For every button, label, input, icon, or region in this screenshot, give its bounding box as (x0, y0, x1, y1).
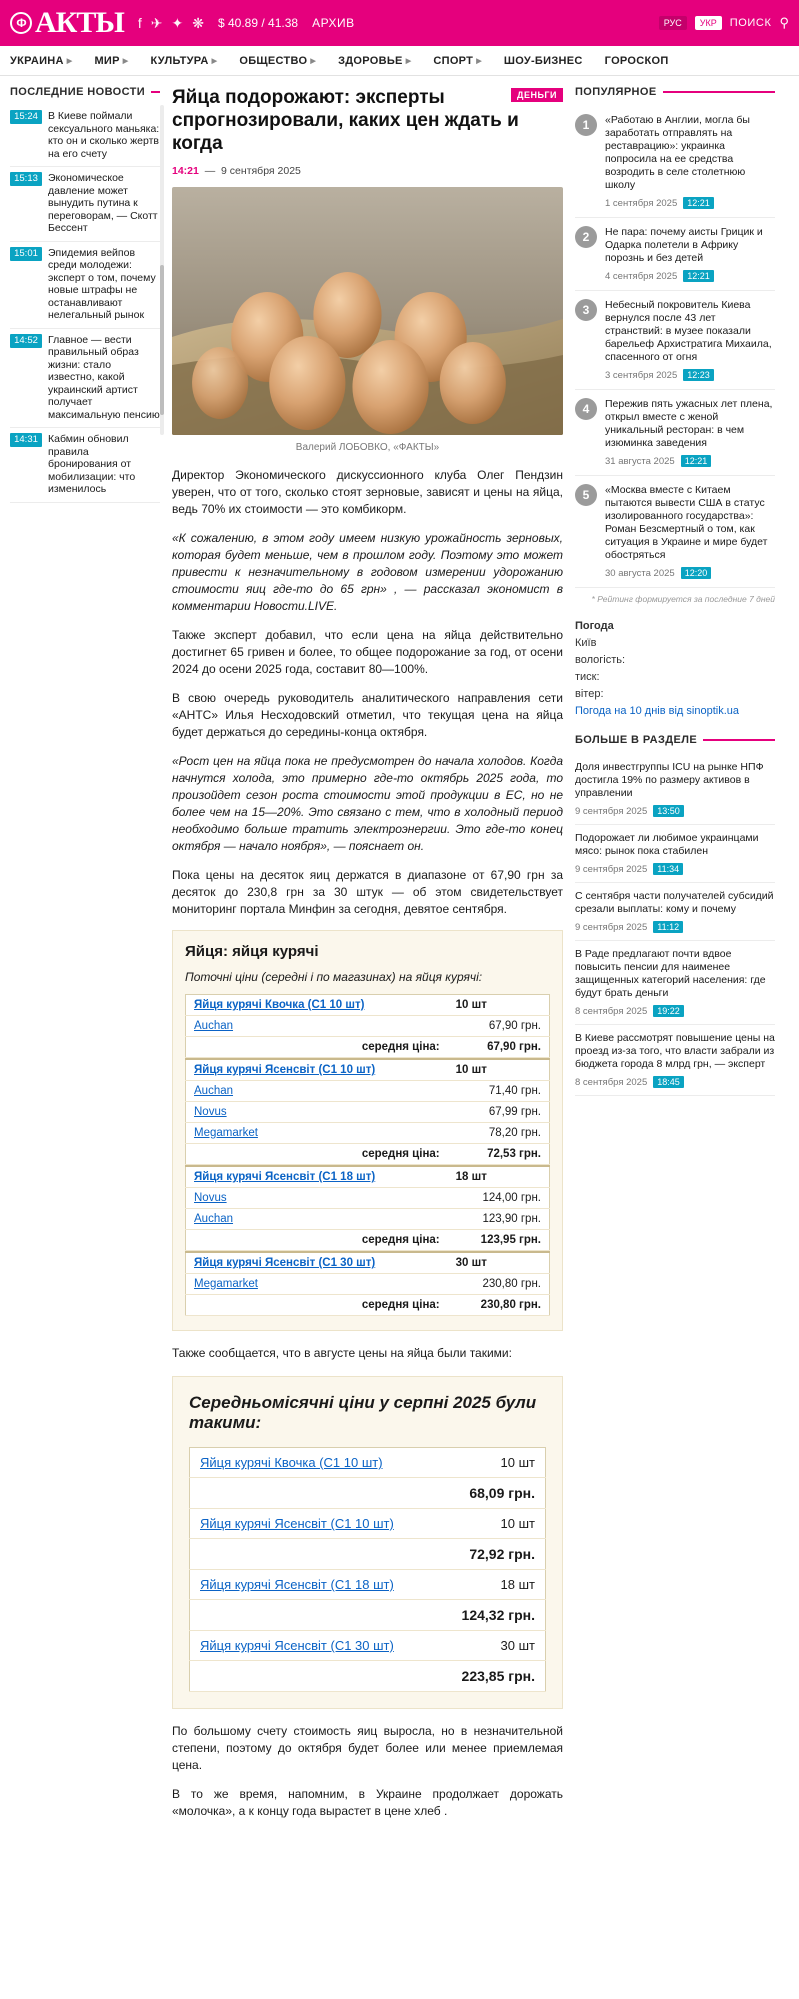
store-name[interactable] (186, 1209, 448, 1230)
popular-date: 4 сентября 2025 (605, 270, 678, 282)
paragraph: Также эксперт добавил, что если цена на яйца действительно достигнет 65 гривен и более, то общее подорожание за год, от осени 2024 до осени 2025 года, составит 80—100%. (172, 628, 563, 676)
store-link[interactable]: Auchan (194, 1020, 234, 1032)
news-headline[interactable]: Эпидемия вейпов среди молодежи: эксперт о том, почему новые штрафы не останавливают нелегальный рынок (48, 246, 156, 321)
list-item[interactable] (575, 1025, 775, 1096)
table-row[interactable] (186, 995, 550, 1016)
nav-item-culture[interactable] (150, 55, 217, 67)
store-name[interactable] (186, 1188, 448, 1209)
archive-link[interactable]: АРХИВ (312, 16, 355, 30)
table-row (186, 1102, 550, 1123)
logo-text: АКТЫ (35, 6, 124, 39)
latest-news-list (10, 105, 160, 503)
average-label: середня ціна: (186, 1295, 448, 1316)
table-row (190, 1661, 546, 1692)
chevron-down-icon: ▶ (476, 57, 482, 65)
lang-switch-ua[interactable]: УКР (695, 16, 722, 30)
section-headline[interactable]: Доля инвестгруппы ICU на рынке НПФ достигла 19% по размеру активов в управлении (575, 761, 764, 799)
nav-label: КУЛЬТУРА (150, 54, 209, 67)
news-time-badge: 15:01 (10, 247, 42, 261)
table-row[interactable] (190, 1570, 546, 1600)
table-row (190, 1539, 546, 1570)
popular-date: 3 сентября 2025 (605, 369, 678, 381)
article-body-2 (172, 1345, 563, 1362)
store-price: 67,99 грн. (448, 1102, 550, 1123)
title-rule (703, 739, 775, 741)
table-row (186, 1274, 550, 1295)
lang-switch-ru[interactable]: РУС (659, 16, 687, 30)
table-row (186, 1123, 550, 1144)
paragraph: Директор Экономического дискуссионного клуба Олег Пендзин уверен, что от того, сколько стоят зерновые, зависят и цены на яйца, ведь 70% их стоимости — это комбикорм. (172, 468, 563, 516)
list-item[interactable] (10, 329, 160, 429)
page-title: Яйца подорожают: эксперты спрогнозировали, каких цен ждать и когда (172, 87, 519, 154)
chevron-down-icon: ▶ (122, 57, 129, 65)
product-qty: 30 шт (448, 1252, 550, 1274)
article-column (160, 76, 575, 1832)
nav-item-showbiz[interactable] (504, 55, 583, 67)
latest-news-sidebar (10, 76, 160, 1832)
chevron-down-icon: ▶ (405, 57, 412, 65)
current-prices-title: Яйця: яйця курячі (185, 943, 319, 960)
popular-headline[interactable]: Небесный покровитель Киева вернулся после 43 лет странствий: в музее показали барельеф Архистратига Михаила, спасенного от огня (605, 299, 772, 363)
table-row (186, 1209, 550, 1230)
rating-note: * Рейтинг формируется за последние 7 дней (591, 594, 775, 604)
nav-item-world[interactable] (94, 55, 128, 67)
list-item[interactable] (10, 428, 160, 503)
title-rule (151, 91, 160, 93)
product-price: 72,92 грн. (437, 1539, 546, 1570)
section-headline[interactable]: С сентября части получателей субсидий срезали выплаты: кому и почему (575, 890, 774, 915)
store-link[interactable]: Novus (194, 1106, 227, 1118)
section-date: 9 сентября 2025 (575, 805, 648, 817)
store-link[interactable]: Auchan (194, 1085, 234, 1097)
popular-time-badge: 12:20 (681, 567, 712, 579)
list-item[interactable] (575, 291, 775, 390)
spacer-cell (190, 1539, 438, 1570)
nav-item-ukraine[interactable] (10, 55, 72, 67)
news-headline[interactable]: Главное — вести правильный образ жизни: стало известно, какой украинский артист получает максимальную пенсию (48, 333, 160, 421)
nav-label: МИР (94, 54, 120, 67)
product-link[interactable]: Яйця курячі Ясенсвіт (С1 30 шт) (200, 1638, 394, 1653)
popular-time-badge: 12:21 (683, 197, 714, 209)
store-name[interactable] (186, 1016, 448, 1037)
news-headline[interactable]: Кабмин обновил правила бронирования от мобилизации: что изменилось (48, 433, 136, 495)
popular-headline[interactable]: «Работаю в Англии, могла бы заработать отправлять на реставрацию»: украинка попросила на ее средства возродить в селе столетнюю школу (605, 114, 750, 191)
section-time-badge: 13:50 (653, 805, 684, 817)
average-label: середня ціна: (186, 1037, 448, 1058)
product-name[interactable] (186, 1166, 448, 1188)
news-headline[interactable]: Экономическое давление может вынудить путина к переговорам, — Скотт Бессент (48, 172, 158, 234)
nav-label: СПОРТ (433, 54, 474, 67)
search-label[interactable]: ПОИСК (729, 17, 772, 29)
site-logo[interactable] (10, 6, 124, 40)
current-prices-subtitle: Поточні ціни (середні і по магазинах) на яйця курячі: (185, 970, 483, 984)
spacer-cell (190, 1600, 438, 1631)
list-item[interactable] (10, 105, 160, 167)
table-row[interactable] (190, 1448, 546, 1478)
rank-badge: 1 (575, 114, 597, 136)
popular-title (575, 86, 775, 98)
spacer-cell (190, 1478, 438, 1509)
list-item[interactable] (575, 754, 775, 825)
product-qty: 10 шт (437, 1448, 546, 1478)
nav-label: ЗДОРОВЬЕ (338, 54, 403, 67)
product-name[interactable] (186, 995, 448, 1016)
chevron-down-icon: ▶ (66, 57, 73, 65)
weather-forecast-link[interactable]: Погода на 10 днів від sinoptik.ua (575, 705, 739, 717)
product-price: 223,85 грн. (437, 1661, 546, 1692)
table-row (190, 1478, 546, 1509)
weather-humidity-label: вологість: (575, 654, 626, 666)
product-link[interactable]: Яйця курячі Ясенсвіт (С1 18 шт) (194, 1171, 376, 1183)
product-qty: 18 шт (448, 1166, 550, 1188)
august-title-emphasis: Середньомісячні ціни у серпні 2025 (189, 1393, 491, 1412)
paragraph-quote: «Рост цен на яйца пока не предусмотрен до начала холодов. Когда начнутся холода, это примерно где-то октябрь 2025 года, то произойдет сезон роста стоимости этой продукции в ЕС, но не более чем на 15—20%. Это связано с тем, что в холодный период необходимо больше тратить электроэнергии. Это где-то конец октября — начало ноября», — пояснает он. (172, 754, 563, 853)
paragraph: В свою очередь руководитель аналитического направления сети «АНТС» Илья Несходовский отметил, что текущая цена на яйца будет держаться до середины-конца октября. (172, 691, 563, 739)
nav-item-health[interactable] (338, 55, 411, 67)
store-name[interactable] (186, 1274, 448, 1295)
section-time-badge: 11:12 (653, 921, 683, 933)
main-nav (0, 46, 799, 76)
spacer-cell (190, 1661, 438, 1692)
sidebar-scrollbar-thumb[interactable] (160, 265, 164, 415)
store-link[interactable]: Auchan (194, 1213, 234, 1225)
table-row[interactable] (190, 1631, 546, 1661)
telegram-icon[interactable]: ✈ (150, 14, 163, 31)
search-icon[interactable]: ⚲ (779, 15, 789, 30)
chevron-down-icon: ▶ (310, 57, 317, 65)
average-value: 72,53 грн. (448, 1144, 550, 1165)
table-row (186, 1188, 550, 1209)
store-name[interactable] (186, 1081, 448, 1102)
product-link[interactable]: Яйця курячі Ясенсвіт (С1 18 шт) (200, 1577, 394, 1592)
table-row[interactable] (186, 1059, 550, 1081)
logo-mark-icon: Ф (10, 12, 32, 34)
store-price: 123,90 грн. (448, 1209, 550, 1230)
nav-label: ШОУ-БИЗНЕС (503, 54, 583, 67)
table-row-average (186, 1144, 550, 1165)
product-name[interactable] (190, 1631, 438, 1661)
product-link[interactable]: Яйця курячі Ясенсвіт (С1 10 шт) (200, 1516, 394, 1531)
table-row[interactable] (186, 1166, 550, 1188)
section-time-badge: 19:22 (653, 1005, 684, 1017)
weather-pressure-label: тиск: (575, 671, 600, 683)
section-date: 8 сентября 2025 (575, 1005, 648, 1017)
average-value: 123,95 грн. (448, 1230, 550, 1251)
popular-headline[interactable]: «Москва вместе с Китаем пытаются вывести США в статус изолированного государства»: Роман Безсмертный о том, как ситуация в Украине и мире будет обостряться (605, 484, 768, 561)
list-item[interactable] (575, 883, 775, 941)
article-meta (172, 165, 563, 177)
store-price: 78,20 грн. (448, 1123, 550, 1144)
popular-headline[interactable]: Не пара: почему аисты Грицик и Одарка полетели в Африку порознь и без детей (605, 226, 763, 264)
news-time-badge: 15:24 (10, 110, 42, 124)
product-qty: 10 шт (448, 995, 550, 1016)
photo-credit: Валерий ЛОБОВКО, «ФАКТЫ» (295, 442, 440, 453)
section-date: 9 сентября 2025 (575, 863, 648, 875)
product-link[interactable]: Яйця курячі Ясенсвіт (С1 30 шт) (194, 1257, 376, 1269)
nav-item-horoscope[interactable] (605, 55, 669, 67)
weather-wind-label: вітер: (575, 688, 604, 700)
title-rule (663, 91, 775, 93)
currency-rates: $ 40.89 / 41.38 (217, 16, 299, 30)
table-row[interactable] (186, 1252, 550, 1274)
popular-time-badge: 12:21 (683, 270, 714, 282)
store-price: 230,80 грн. (448, 1274, 550, 1295)
popular-date: 1 сентября 2025 (605, 197, 678, 209)
august-prices-widget (172, 1376, 563, 1709)
article-closing (172, 1723, 563, 1820)
news-time-badge: 14:52 (10, 334, 42, 348)
news-time-badge: 14:31 (10, 433, 42, 447)
rank-badge: 5 (575, 484, 597, 506)
product-name[interactable] (186, 1252, 448, 1274)
rank-badge: 2 (575, 226, 597, 248)
rank-badge: 4 (575, 398, 597, 420)
nav-label: УКРАИНА (10, 54, 64, 67)
table-row (186, 1081, 550, 1102)
list-item[interactable] (575, 218, 775, 291)
average-value: 67,90 грн. (448, 1037, 550, 1058)
popular-date: 30 августа 2025 (605, 567, 675, 579)
average-label: середня ціна: (186, 1230, 448, 1251)
product-qty: 10 шт (448, 1059, 550, 1081)
product-link[interactable]: Яйця курячі Ясенсвіт (С1 10 шт) (194, 1064, 376, 1076)
rss-icon[interactable]: ❋ (192, 14, 204, 31)
august-title-rest: були такими: (189, 1393, 537, 1432)
section-date: 9 сентября 2025 (575, 921, 648, 933)
nav-item-sport[interactable] (433, 55, 482, 67)
product-price: 68,09 грн. (437, 1478, 546, 1509)
news-time-badge: 15:13 (10, 172, 42, 186)
product-link[interactable]: Яйця курячі Квочка (С1 10 шт) (194, 999, 365, 1011)
latest-news-title (10, 86, 160, 98)
popular-time-badge: 12:23 (683, 369, 714, 381)
product-qty: 30 шт (437, 1631, 546, 1661)
list-item[interactable] (575, 825, 775, 883)
publish-time: 14:21 (172, 165, 199, 177)
store-price: 71,40 грн. (448, 1081, 550, 1102)
section-time-badge: 18:45 (653, 1076, 684, 1088)
list-item[interactable] (10, 167, 160, 242)
social-links (138, 15, 204, 32)
section-headline[interactable]: В Раде предлагают почти вдвое повысить пенсии для наименее защищенных категорий населения: где будут брать деньги (575, 948, 766, 999)
section-headline[interactable]: Подорожает ли любимое украинцами мясо: рынок пока стабилен (575, 832, 759, 857)
product-price: 124,32 грн. (437, 1600, 546, 1631)
store-price: 67,90 грн. (448, 1016, 550, 1037)
current-prices-table (185, 994, 550, 1316)
table-row[interactable] (190, 1509, 546, 1539)
product-qty: 10 шт (437, 1509, 546, 1539)
popular-headline[interactable]: Пережив пять ужасных лет плена, открыл вместе с женой уникальный ресторан: в чем изюминка заведения (605, 398, 773, 449)
nav-label: ОБЩЕСТВО (239, 54, 308, 67)
article-hero-image (172, 187, 563, 435)
table-row-average (186, 1230, 550, 1251)
section-headline[interactable]: В Киеве рассмотрят повышение цены на проезд из-за того, что власти забрали из бюджета города 8 млрд грн, — эксперт (575, 1032, 775, 1070)
facebook-icon[interactable]: f (137, 15, 142, 31)
popular-title-text: ПОПУЛЯРНОЕ (575, 86, 657, 98)
august-prices-title (189, 1393, 546, 1433)
product-name[interactable] (190, 1509, 438, 1539)
table-row-average (186, 1295, 550, 1316)
average-value: 230,80 грн. (448, 1295, 550, 1316)
publish-date: 9 сентября 2025 (221, 165, 301, 177)
current-prices-widget (172, 930, 563, 1331)
store-price: 124,00 грн. (448, 1188, 550, 1209)
average-label: середня ціна: (186, 1144, 448, 1165)
paragraph: Также сообщается, что в августе цены на яйца были такими: (172, 1346, 512, 1360)
product-qty: 18 шт (437, 1570, 546, 1600)
top-bar (0, 0, 799, 46)
weather-widget (575, 618, 775, 720)
weather-title: Погода (575, 620, 614, 632)
chevron-down-icon: ▶ (211, 57, 218, 65)
rank-badge: 3 (575, 299, 597, 321)
paragraph: В то же время, напомним, в Украине продолжает дорожать «молочка», а к концу года вырастет в цене хлеб . (172, 1787, 563, 1818)
category-badge[interactable]: ДЕНЬГИ (511, 88, 563, 102)
section-time-badge: 11:34 (653, 863, 683, 875)
right-sidebar (575, 76, 775, 1832)
list-item[interactable] (575, 106, 775, 218)
news-headline[interactable]: В Киеве поймали сексуального маньяка: кто он и сколько жертв на его счету (48, 110, 160, 160)
product-name[interactable] (186, 1059, 448, 1081)
popular-date: 31 августа 2025 (605, 455, 675, 467)
store-link[interactable]: Megamarket (194, 1127, 258, 1139)
product-link[interactable]: Яйця курячі Квочка (С1 10 шт) (200, 1455, 383, 1470)
august-prices-table (189, 1447, 546, 1692)
store-name[interactable] (186, 1123, 448, 1144)
list-item[interactable] (575, 476, 775, 588)
product-name[interactable] (190, 1448, 438, 1478)
weather-city: Київ (575, 637, 597, 649)
table-row (186, 1016, 550, 1037)
store-name[interactable] (186, 1102, 448, 1123)
store-link[interactable]: Megamarket (194, 1278, 258, 1290)
eggs-photo-illustration (172, 187, 563, 435)
table-row-average (186, 1037, 550, 1058)
page-layout (0, 76, 799, 1832)
paragraph-quote: «К сожалению, в этом году имеем низкую урожайность зерновых, которая будет меньше, чем в прошлом году. Поэтому это может привести к незначительному в годовом измерении удорожанию стоимости яиц где-то до 65 грн» , — рассказал экономист в комментарии Новости.LIVE. (172, 531, 563, 613)
product-name[interactable] (190, 1570, 438, 1600)
list-item[interactable] (575, 390, 775, 476)
list-item[interactable] (10, 242, 160, 329)
more-section-title-text: БОЛЬШЕ В РАЗДЕЛЕ (575, 734, 698, 746)
section-date: 8 сентября 2025 (575, 1076, 648, 1088)
paragraph: По большому счету стоимость яиц выросла, но в незначительной степени, поэтому до октября будет более или менее приемлемая цена. (172, 1724, 563, 1772)
meta-separator: — (201, 165, 219, 177)
more-section-title (575, 734, 775, 746)
store-link[interactable]: Novus (194, 1192, 227, 1204)
paragraph: Пока цены на десяток яиц держатся в диапазоне от 67,90 грн за десяток до 230,8 грн за 30 штук — об этом свидетельствует мониторинг портала Минфин за сегодня, девятое сентября. (172, 868, 563, 916)
table-row (190, 1600, 546, 1631)
popular-time-badge: 12:21 (681, 455, 712, 467)
twitter-icon[interactable]: ✦ (171, 14, 184, 31)
nav-label: ГОРОСКОП (604, 54, 669, 67)
article-body (172, 467, 563, 918)
nav-item-society[interactable] (239, 55, 316, 67)
latest-news-title-text: ПОСЛЕДНИЕ НОВОСТИ (10, 86, 146, 98)
list-item[interactable] (575, 941, 775, 1025)
